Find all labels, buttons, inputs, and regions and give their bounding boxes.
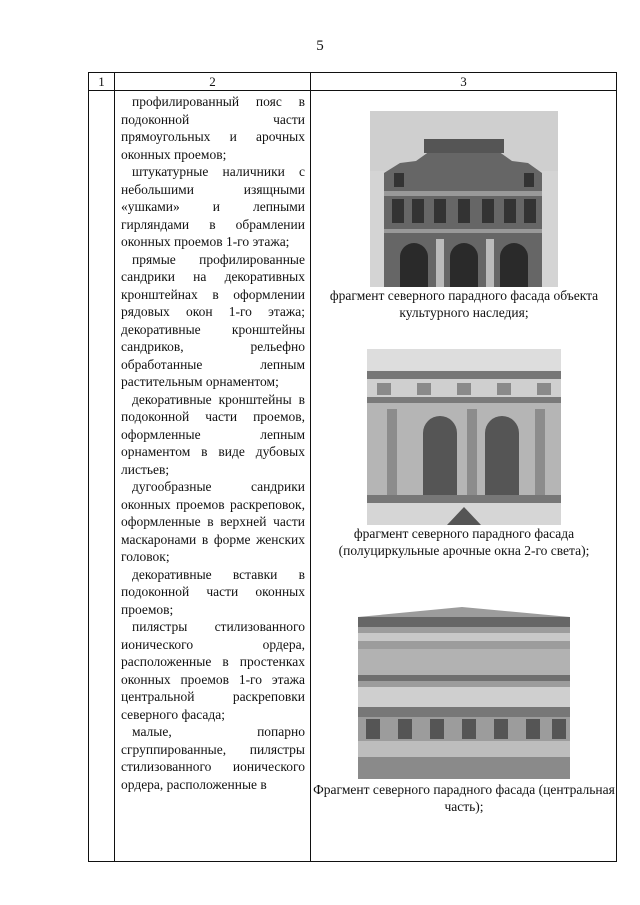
header-col-2: 2 [115,73,311,91]
description-text [115,91,310,793]
paragraph: пилястры стилизованного ионического ордера, расположенные в простенках оконных проемов 1-го этажа центральной раскреповки северного фасада; [121,619,305,722]
figure-caption: фрагмент северного парадного фасада объекта культурного наследия; [329,288,599,320]
figure-caption: Фрагмент северного парадного фасада (центральная часть); [313,782,615,814]
paragraph: дугообразные сандрики оконных проемов раскреповок, оформленные в верхней части маскаронами в форме женских головок; [121,479,305,564]
figure-arched-windows [311,349,617,559]
facade-photo-1 [370,111,558,287]
paragraph: профилированный пояс в подоконной части прямоугольных и арочных оконных проемов; [121,94,305,162]
facade-photo-3 [352,607,576,779]
header-col-1: 1 [89,73,115,91]
paragraph: штукатурные наличники с небольшими изящными «ушками» и лепными гирляндами в обрамлении оконных проемов 1-го этажа; [121,164,305,249]
paragraph: декоративные кронштейны в подоконной части проемов, оформленные лепным орнаментом в виде дубовых листьев; [121,391,305,477]
paragraph: малые, попарно сгруппированные, пилястры стилизованного ионического ордера, расположенные в [121,724,305,792]
header-col-3: 3 [311,73,617,91]
body-row [89,91,617,862]
page-number: 5 [316,38,324,54]
figure-caption: фрагмент северного парадного фасада (полуциркульные арочные окна 2-го света); [338,526,590,558]
figure-central-part [311,607,617,815]
figure-facade-overview [311,111,617,321]
cell-col-1 [89,91,115,862]
facade-photo-2 [367,349,561,525]
paragraph: прямые профилированные сандрики на декоративных кронштейнах в оформлении рядовых окон 1-го этажа; декоративные кронштейны сандриков, рельефно обработанные лепным растительным орнаментом; [121,251,305,389]
document-table [88,72,617,862]
cell-col-2 [115,91,311,862]
cell-col-3 [311,91,617,862]
header-row [89,73,617,91]
paragraph: декоративные вставки в подоконной части оконных проемов; [121,566,305,617]
